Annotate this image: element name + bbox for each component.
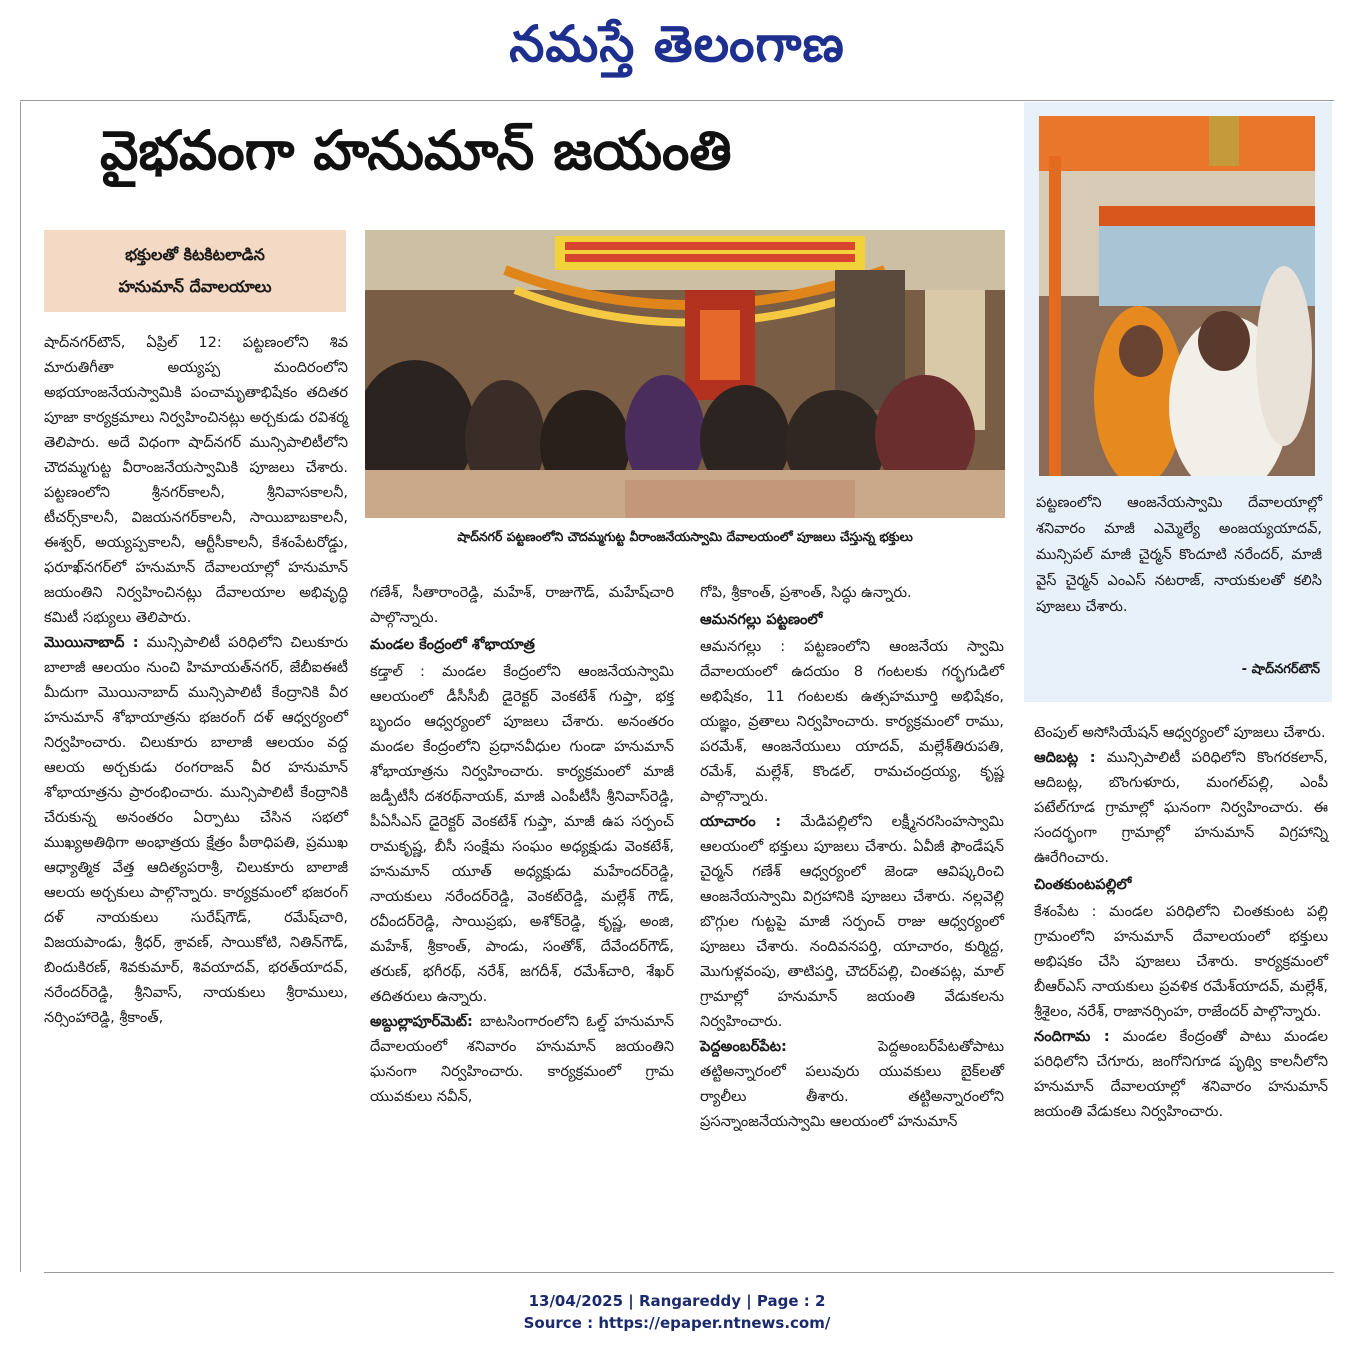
article-column-3 <box>700 580 1004 1134</box>
side-photo-credit: - షాద్‌నగర్‌టౌన్ <box>1241 662 1320 677</box>
main-photo-caption: షాద్‌నగర్ పట్టణంలోని చౌదమ్మగుట్ట వీరాంజనేయస్వామి దేవాలయంలో పూజలు చేస్తున్న భక్తులు <box>457 529 913 544</box>
col4-para-2-label: ఆదిబట్ల : <box>1034 749 1096 766</box>
col3-para-3-label: యాచారం : <box>700 813 782 830</box>
col3-para-4-text: పెద్దఅంబర్‌పేటతోపాటు తట్టిఅన్నారంలో పలువురు యువకులు బైక్‌లతో ర్యాలీలు తీశారు. తట్టిఅన్నారంలోని ప్రసన్నాంజనేయస్వామి ఆలయంలో హనుమాన్ <box>700 1038 1004 1130</box>
masthead-logo: నమస్తే తెలంగాణ <box>509 14 845 73</box>
article-column-1 <box>44 330 348 1030</box>
col2-subhead-1: మండల కేంద్రంలో శోభాయాత్ర <box>370 636 535 653</box>
col3-para-3 <box>700 809 1004 1034</box>
side-photo-caption: పట్టణంలోని ఆంజనేయస్వామి దేవాలయాల్లో శనివారం మాజీ ఎమ్మెల్యే అంజయ్యయాదవ్, మున్సిపల్ మాజీ చైర్మన్ కొందూటి నరేందర్, మాజీ వైస్ చైర్మన్ ఎంఎస్ నటరాజ్, నాయకులతో కలిసి పూజలు చేశారు. <box>1036 495 1322 615</box>
col3-para-3-text: మేడిపల్లిలోని లక్ష్మీనరసింహస్వామి ఆలయంలో భక్తులు పూజలు చేశారు. ఏవీజీ ఫౌండేషన్ చైర్మన్ గణేశ్ ఆధ్వర్యంలో జెండా ఆవిష్కరించి ఆంజనేయస్వామి విగ్రహానికి పూజలు చేశారు. నల్లవెల్లి బొగ్గుల గుట్టపై మాజీ సర్పంచ్ రాజు ఆధ్వర్యంలో పూజలు చేశారు. నందివనపర్తి, యాచారం, కుర్మిద్ద, మొగుళ్లవంపు, తాటిపర్తి, చౌదర్‌పల్లి, చింతపట్ల, మాల్ గ్రామాల్లో హనుమాన్ జయంతి వేడుకలను నిర్వహించారు. <box>700 813 1004 1030</box>
col4-para-3: కేశంపేట : మండల పరిధిలోని చింతకుంట పల్లి గ్రామంలోని హనుమాన్ దేవాలయంలో భక్తులు అభిషకం చేసి పూజలు చేశారు. కార్యక్రమంలో బీఆర్‌ఎస్ నాయకులు ప్రవళిక రమేశ్‌యాదవ్, మల్లేశ్, శ్రీశైలం, నరేశ్, రాజానర్సింహ, రాజేందర్ పాల్గొన్నారు. <box>1034 903 1328 1020</box>
col1-para-2-text: మున్సిపాలిటీ పరిధిలోని చిలుకూరు బాలాజీ ఆలయం నుంచి హిమాయత్‌నగర్, జేబీఐఈటీ మీదుగా మొయినాబాద్ మున్సిపాలిటీ కేంద్రానికి వీర హనుమాన్ శోభాయాత్రను భజరంగ్ దళ్ ఆధ్వర్యంలో నిర్వహించారు. చిలుకూరు బాలాజీ ఆలయం వద్ద ఆలయ అర్చకుడు రంగరాజన్ వీర హనుమాన్ శోభాయాత్రను ప్రారంభించారు. మున్సిపాలిటీ కేంద్రానికి చేరుకున్న అనంతరం ఏర్పాటు చేసిన సభలో ముఖ్యఅతిథిగా అంభాత్రయ క్షేత్రం పీఠాధిపతి, ప్రముఖ ఆధ్యాత్మిక వేత్త ఆదిత్యపరాశ్రీ, చిలుకూరు బాలాజీ ఆలయ అర్చకులు పాల్గొన్నారు. కార్యక్రమంలో భజరంగ్ దళ్ నాయకులు సురేష్‌గౌడ్, రమేష్‌చారి, విజయపాండు, శ్రీధర్, శ్రావణ్, సాయికోటి, నితిన్‌గౌడ్, బిందుకిరణ్, శివకుమార్, శివయాదవ్, భరత్‌యాదవ్, నరేందర్‌రెడ్డి, శ్రీనివాస్, నాయకులు శ్రీరాములు, నర్సింహారెడ్డి, శ్రీకాంత్, <box>44 634 348 1026</box>
col4-para-4-label: నందిగామ : <box>1034 1028 1110 1045</box>
top-rule <box>20 100 1334 101</box>
col1-para-2-label: మొయినాబాద్ : <box>44 634 139 651</box>
headline: వైభవంగా హనుమాన్ జయంతి <box>100 119 732 182</box>
col4-para-2 <box>1034 745 1328 870</box>
col2-para-3 <box>370 1009 674 1109</box>
bottom-rule <box>44 1272 1334 1273</box>
col4-para-2-text: మున్సిపాలిటీ పరిధిలోని కొంగరకలాన్, ఆదిబట్ల, బొంగుళూరు, మంగల్‌పల్లి, ఎంపీ పటేల్‌గూడ గ్రామాల్లో ఘనంగా నిర్వహించారు. ఈ సందర్భంగా గ్రామాల్లో హనుమాన్ విగ్రహాన్ని ఊరేగించారు. <box>1034 749 1328 866</box>
col2-para-3-label: అబ్దుల్లాపూర్‌మెట్: <box>370 1013 473 1030</box>
temple-crowd-photo <box>365 230 1005 518</box>
footer-date-edition: 13/04/2025 | Rangareddy | Page : 2 <box>528 1292 826 1310</box>
col1-para-2 <box>44 630 348 1030</box>
col2-para-3-text: బాటసింగారంలోని ఓల్డ్ హనుమాన్ దేవాలయంలో శనివారం హనుమాన్ జయంతిని ఘనంగా నిర్వహించారు. కార్యక్రమంలో గ్రామ యువకులు నవీన్, <box>370 1013 674 1105</box>
article-column-2 <box>370 580 674 1109</box>
col3-para-4-label: పెద్దఅంబర్‌పేట: <box>700 1038 787 1055</box>
col4-para-4 <box>1034 1024 1328 1124</box>
footer-source-link[interactable]: Source : https://epaper.ntnews.com/ <box>523 1314 831 1332</box>
footer <box>0 1290 1354 1334</box>
col1-para-1: షాద్‌నగర్‌టౌన్, ఏప్రిల్ 12: పట్టణంలోని శివ మారుతిగీతా అయ్యప్ప మందిరంలోని అభయాంజనేయస్వామికి పంచామృతాభిషేకం తదితర పూజా కార్యక్రమాలు నిర్వహించినట్లు అర్చకుడు రవిశర్మ తెలిపారు. అదే విధంగా షాద్‌నగర్ మున్సిపాలిటీలోని చౌదమ్మగుట్ట వీరాంజనేయస్వామికి పూజలు చేశారు. పట్టణంలోని శ్రీనగర్‌కాలనీ, శ్రీనివాసకాలనీ, టీచర్స్‌కాలనీ, విజయనగర్‌కాలనీ, సాయిబాబకాలనీ, ఈశ్వర్, అయ్యప్పకాలనీ, ఆర్టీసీకాలనీ, కేశంపేటరోడ్డు, ఫరూఖ్‌నగర్‌లో హనుమాన్ దేవాలయాల్లో హనుమాన్ జయంతిని నిర్వహించినట్లు దేవాలయాల అభివృద్ధి కమిటీ సభ్యులు తెలిపారు. <box>44 334 348 626</box>
temple-prayer-photo <box>1039 116 1315 476</box>
article-column-4 <box>1034 720 1328 1124</box>
left-border <box>20 102 21 1272</box>
subheadline-box <box>44 230 346 312</box>
col2-para-1: గణేశ్, సీతారాంరెడ్డి, మహేశ్, రాజుగౌడ్, మహేష్‌చారి పాల్గొన్నారు. <box>370 584 674 626</box>
col3-para-1: గోపి, శ్రీకాంత్, ప్రశాంత్, సిద్ధు ఉన్నారు. <box>700 584 912 601</box>
col3-para-2: ఆమనగల్లు : పట్టణంలోని ఆంజనేయ స్వామి దేవాలయంలో ఉదయం 8 గంటలకు గర్భగుడిలో అభిషేకం, 11 గంటలకు ఉత్సహమూర్తి అభిషేకం, యజ్ఞం, వ్రతాలు నిర్వహించారు. కార్యక్రమంలో రాము, పరమేశ్, ఆంజనేయులు యాదవ్, మల్లేశ్‌తిరుపతి, రమేశ్, మల్లేశ్, కొండల్, రామచంద్రయ్య, కృష్ణ పాల్గొన్నారు. <box>700 638 1004 805</box>
col3-subhead-1: ఆమనగల్లు పట్టణంలో <box>700 611 823 628</box>
col4-para-4-text: మండల కేంద్రంతో పాటు మండల పరిధిలోని చేగూరు, జంగోనిగూడ పృథ్వి కాలనీలోని హనుమాన్ దేవాలయాల్లో శనివారం హనుమాన్ జయంతి వేడుకలు నిర్వహించారు. <box>1034 1028 1328 1120</box>
col4-para-1: టెంపుల్ అసోసియేషన్ ఆధ్వర్యంలో పూజలు చేశారు. <box>1034 724 1326 741</box>
col4-subhead-1: చింతకుంటపల్లిలో <box>1034 876 1132 893</box>
subhead-line-1: భక్తులతో కిటకిటలాడిన <box>125 245 265 264</box>
col2-para-2: కడ్తాల్ : మండల కేంద్రంలోని ఆంజనేయస్వామి ఆలయంలో డీసీసీబీ డైరెక్టర్ వెంకటేశ్ గుప్తా, భక్త బృందం ఆధ్వర్యంలో పూజలు చేశారు. అనంతరం మండల కేంద్రంలోని ప్రధానవీధుల గుండా హనుమాన్ శోభాయాత్రను నిర్వహించారు. కార్యక్రమంలో మాజీ జడ్పీటీసీ దశరథ్‌నాయక్, మాజీ ఎంపీటీసీ శ్రీనివాస్‌రెడ్డి, పీఏసీఎస్ డైరెక్టర్ వెంకటేశ్ గుప్తా, మాజీ ఉప సర్పంచ్ రామకృష్ణ, బీసీ సంక్షేమ సంఘం అధ్యక్షుడు వెంకటేశ్, హనుమాన్ యూత్ అధ్యక్షుడు మహేందర్‌రెడ్డి, నాయకులు నరేందర్‌రెడ్డి, వెంకట్‌రెడ్డి, మల్లేశ్ గౌడ్, రవీందర్‌రెడ్డి, సాయిప్రభు, అశోక్‌రెడ్డి, కృష్ణ, అంజి, మహేశ్, శ్రీకాంత్, పాండు, సంతోశ్, దేవేందర్‌గౌడ్, తరుణ్, భగీరథ్, నరేశ్, జగదీశ్, రమేశ్‌చారి, శేఖర్ తదితరులు ఉన్నారు. <box>370 663 674 1005</box>
col3-para-4 <box>700 1034 1004 1134</box>
subhead-line-2: హనుమాన్ దేవాలయాలు <box>118 277 272 296</box>
